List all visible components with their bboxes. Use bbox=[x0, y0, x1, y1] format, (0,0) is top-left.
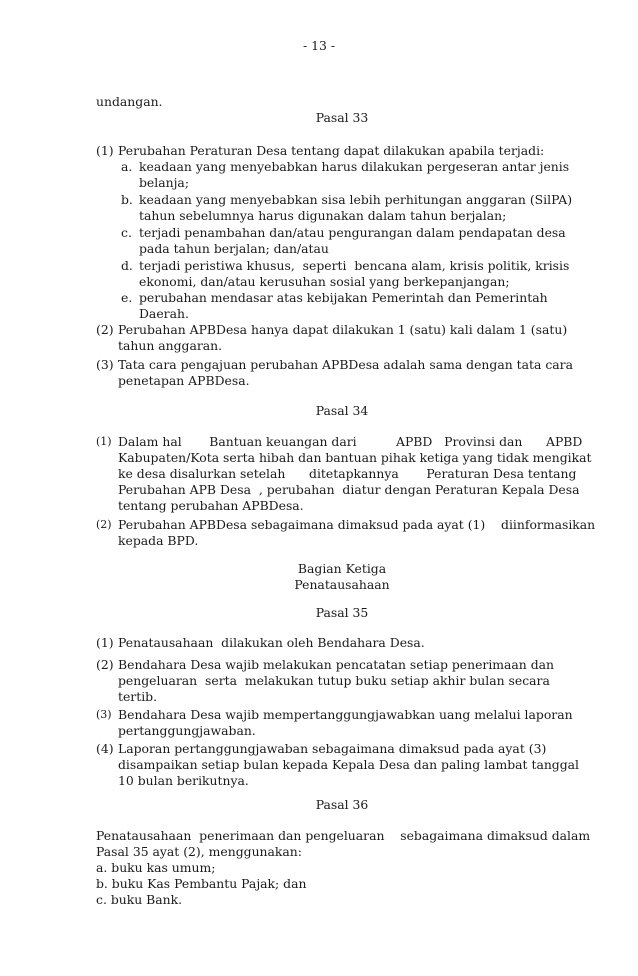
pasal-34-ayat-1-text: Dalam hal Bantuan keuangan dari APBD Provinsi dan APBD bbox=[118, 434, 583, 449]
pasal-35-ayat-3-text: Bendahara Desa wajib mempertanggungjawabkan uang melalui laporan bbox=[118, 707, 573, 722]
pasal-35-ayat-3-number: (3) bbox=[96, 708, 112, 721]
pasal-33-ayat-3-text: penetapan APBDesa. bbox=[118, 373, 250, 388]
list-item-text: Daerah. bbox=[139, 306, 189, 321]
list-item-text: pada tahun berjalan; dan/atau bbox=[139, 241, 329, 256]
pasal-34-ayat-2-number: (2) bbox=[96, 518, 112, 531]
list-item-letter: c. bbox=[121, 225, 132, 240]
pasal-35-ayat-4-number: (4) bbox=[96, 741, 114, 756]
pasal-33-ayat-2-number: (2) bbox=[96, 322, 114, 337]
pasal-35-ayat-3-text: pertanggungjawaban. bbox=[118, 723, 256, 738]
pasal-35-ayat-4-text: 10 bulan berikutnya. bbox=[118, 773, 249, 788]
pasal-34-ayat-1-text: Perubahan APB Desa , perubahan diatur dengan Peraturan Kepala Desa bbox=[118, 482, 580, 497]
pasal-35-ayat-1-number: (1) bbox=[96, 635, 114, 650]
pasal-33-ayat-1-text: Perubahan Peraturan Desa tentang dapat dilakukan apabila terjadi: bbox=[118, 143, 545, 158]
pasal-36-text: Pasal 35 ayat (2), menggunakan: bbox=[96, 844, 302, 859]
pasal-35-title: Pasal 35 bbox=[315, 605, 369, 620]
pasal-33-ayat-3-number: (3) bbox=[96, 357, 114, 372]
pasal-34-ayat-2-text: Perubahan APBDesa sebagaimana dimaksud pada ayat (1) diinformasikan bbox=[118, 517, 596, 532]
intro-fragment: undangan. bbox=[96, 94, 163, 109]
pasal-33-ayat-2-text: tahun anggaran. bbox=[118, 338, 223, 353]
list-item-text: ekonomi, dan/atau kerusuhan sosial yang berkepanjangan; bbox=[139, 274, 510, 289]
pasal-34-ayat-1-text: Kabupaten/Kota serta hibah dan bantuan pihak ketiga yang tidak mengikat bbox=[118, 450, 592, 465]
list-item-text: belanja; bbox=[139, 175, 189, 190]
list-item-text: keadaan yang menyebabkan harus dilakukan pergeseran antar jenis bbox=[139, 159, 570, 174]
pasal-33-title: Pasal 33 bbox=[315, 110, 369, 125]
pasal-35-ayat-1-text: Penatausahaan dilakukan oleh Bendahara Desa. bbox=[118, 635, 425, 650]
list-item-letter: b. bbox=[121, 192, 133, 207]
pasal-33-ayat-3-text: Tata cara pengajuan perubahan APBDesa adalah sama dengan tata cara bbox=[118, 357, 573, 372]
pasal-34-title: Pasal 34 bbox=[315, 403, 369, 418]
list-item-text: perubahan mendasar atas kebijakan Pemerintah dan Pemerintah bbox=[139, 290, 548, 305]
pasal-35-ayat-2-number: (2) bbox=[96, 657, 114, 672]
pasal-35-ayat-2-text: Bendahara Desa wajib melakukan pencatatan setiap penerimaan dan bbox=[118, 657, 555, 672]
list-item-letter: e. bbox=[121, 290, 133, 305]
list-item-text: terjadi penambahan dan/atau pengurangan dalam pendapatan desa bbox=[139, 225, 566, 240]
list-item-letter: a. bbox=[121, 159, 133, 174]
list-item-text: keadaan yang menyebabkan sisa lebih perhitungan anggaran (SilPA) bbox=[139, 192, 573, 207]
pasal-34-ayat-1-text: tentang perubahan APBDesa. bbox=[118, 498, 304, 513]
pasal-35-ayat-2-text: tertib. bbox=[118, 689, 158, 704]
pasal-36-text: Penatausahaan penerimaan dan pengeluaran sebagaimana dimaksud dalam bbox=[96, 828, 591, 843]
pasal-34-ayat-1-number: (1) bbox=[96, 435, 112, 448]
pasal-34-ayat-2-text: kepada BPD. bbox=[118, 533, 199, 548]
pasal-36-list-item: c. buku Bank. bbox=[96, 892, 183, 907]
pasal-35-ayat-2-text: pengeluaran serta melakukan tutup buku setiap akhir bulan secara bbox=[118, 673, 550, 688]
pasal-36-list-item: a. buku kas umum; bbox=[96, 860, 216, 875]
bagian-title: Bagian Ketiga bbox=[297, 561, 387, 576]
pasal-36-list-item: b. buku Kas Pembantu Pajak; dan bbox=[96, 876, 307, 891]
list-item-text: tahun sebelumnya harus digunakan dalam tahun berjalan; bbox=[139, 208, 507, 223]
pasal-36-title: Pasal 36 bbox=[315, 797, 369, 812]
list-item-text: terjadi peristiwa khusus, seperti bencana alam, krisis politik, krisis bbox=[139, 258, 570, 273]
bagian-subtitle: Penatausahaan bbox=[294, 577, 390, 592]
pasal-35-ayat-4-text: disampaikan setiap bulan kepada Kepala Desa dan paling lambat tanggal bbox=[118, 757, 580, 772]
pasal-33-ayat-2-text: Perubahan APBDesa hanya dapat dilakukan 1 (satu) kali dalam 1 (satu) bbox=[118, 322, 568, 337]
page-number: - 13 - bbox=[302, 38, 336, 53]
pasal-34-ayat-1-text: ke desa disalurkan setelah ditetapkannya Peraturan Desa tentang bbox=[118, 466, 577, 481]
pasal-35-ayat-4-text: Laporan pertanggungjawaban sebagaimana dimaksud pada ayat (3) bbox=[118, 741, 547, 756]
pasal-33-ayat-1-number: (1) bbox=[96, 143, 114, 158]
list-item-letter: d. bbox=[121, 258, 133, 273]
